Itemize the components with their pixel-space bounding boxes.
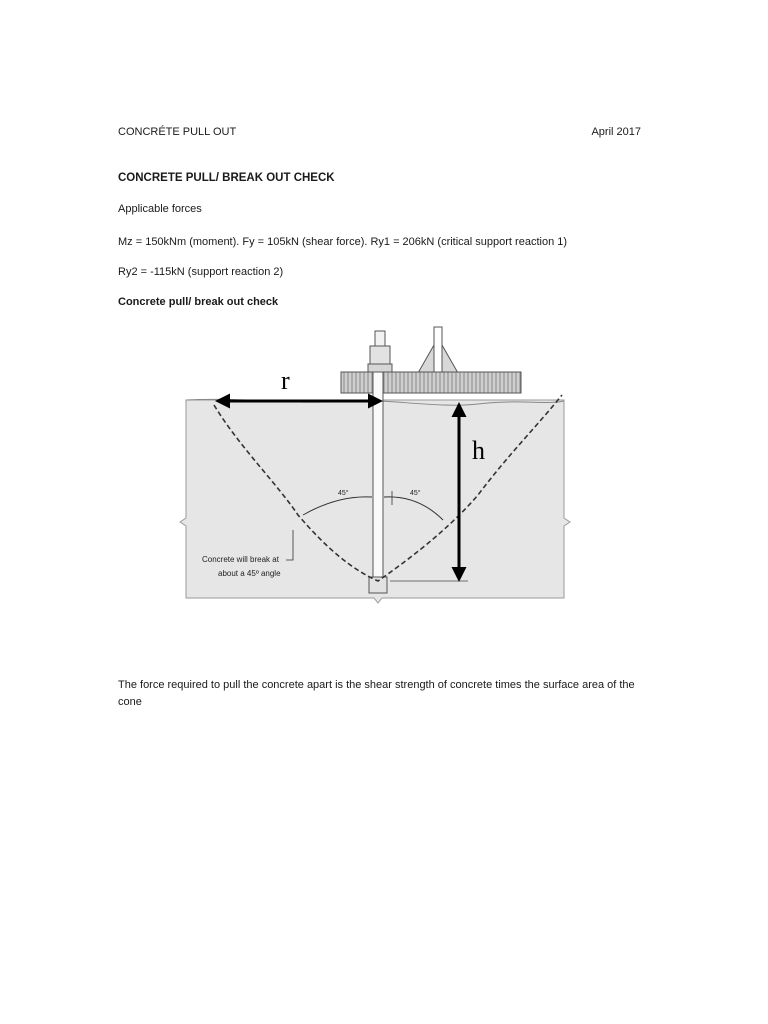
column-stiffener-left <box>418 345 434 373</box>
section-subtitle: Concrete pull/ break out check <box>118 296 279 308</box>
anchor-bolt-thread <box>375 331 385 347</box>
forces-line-2: Ry2 = -115kN (support reaction 2) <box>118 266 284 278</box>
pull-out-cone-diagram <box>178 325 578 661</box>
applicable-forces-label: Applicable forces <box>118 203 202 215</box>
header-left: CONCRÉTE PULL OUT <box>118 126 237 138</box>
anchor-bolt-bottom-nut <box>369 577 387 593</box>
column-web <box>434 327 442 373</box>
document-title: CONCRETE PULL/ BREAK OUT CHECK <box>118 172 335 184</box>
anchor-bolt-washer <box>368 364 392 372</box>
explanation-paragraph: The force required to pull the concrete apart is the shear strength of concrete times the surface area of the cone <box>118 679 635 708</box>
note-line-2: about a 45º angle <box>218 569 281 578</box>
forces-line-1: Mz = 150kNm (moment). Fy = 105kN (shear force). Ry1 = 206kN (critical support reaction 1) <box>118 236 568 248</box>
anchor-bolt-nut <box>370 346 390 364</box>
base-plate <box>341 372 521 393</box>
label-r: r <box>281 366 290 395</box>
column-stiffener-right <box>442 345 458 373</box>
note-line-1: Concrete will break at <box>202 555 279 564</box>
angle-label-right: 45° <box>410 490 421 497</box>
anchor-bolt-shaft <box>373 372 383 577</box>
angle-label-left: 45° <box>338 490 349 497</box>
header-date: April 2017 <box>591 126 641 138</box>
label-h: h <box>472 436 485 465</box>
